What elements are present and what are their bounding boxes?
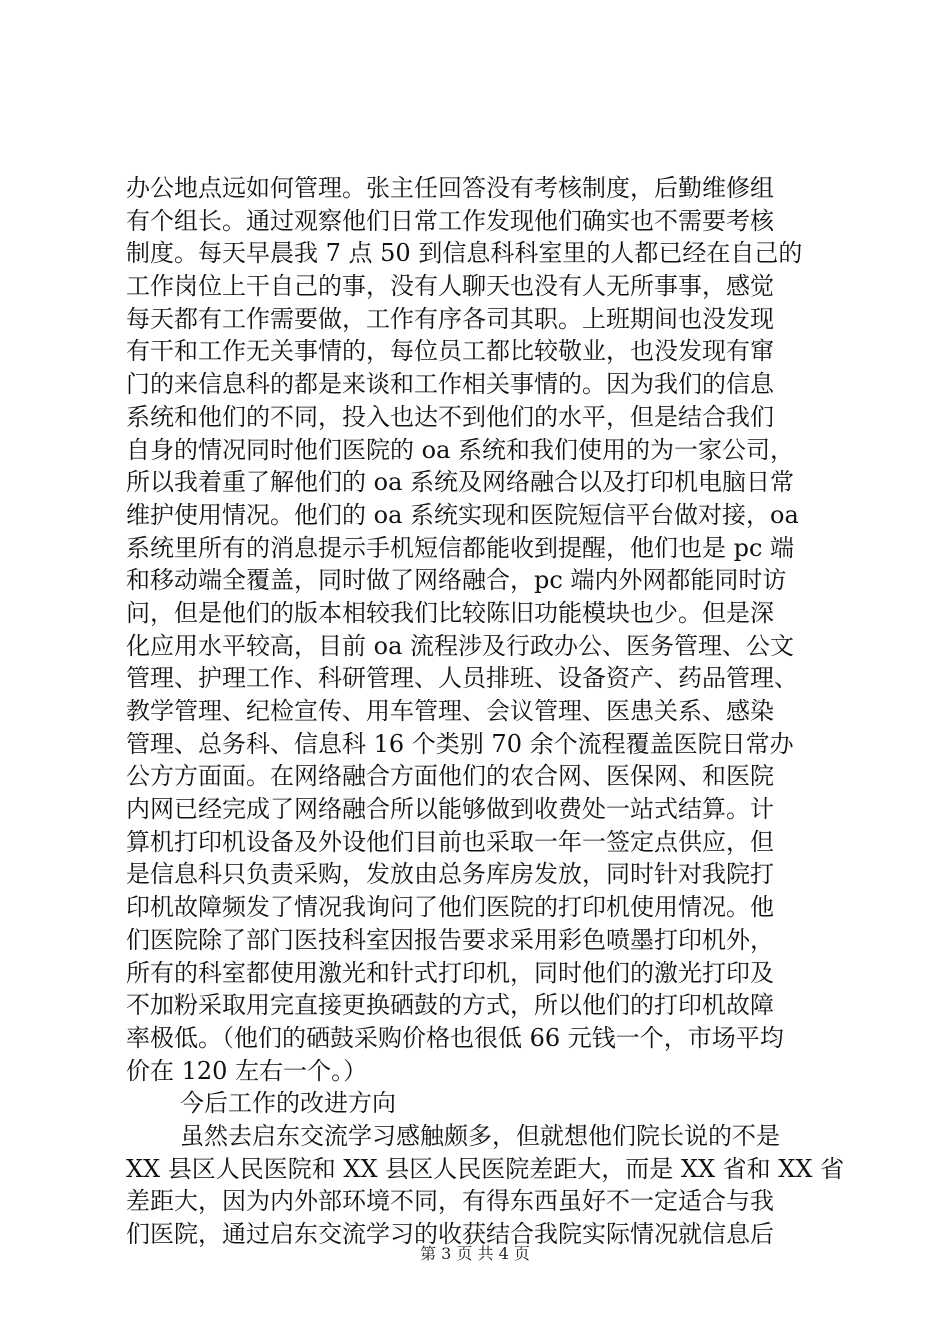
body-line: 管理、护理工作、科研管理、人员排班、设备资产、药品管理、 [126, 664, 798, 693]
body-line: 不加粉采取用完直接更换硒鼓的方式，所以他们的打印机故障 [126, 991, 774, 1020]
body-line: 所以我着重了解他们的 oa 系统及网络融合以及打印机电脑日常 [126, 468, 795, 497]
body-line: 工作岗位上干自己的事，没有人聊天也没有人无所事事，感觉 [126, 272, 774, 301]
section-heading: 今后工作的改进方向 [180, 1089, 396, 1118]
body-line: 维护使用情况。他们的 oa 系统实现和医院短信平台做对接，oa [126, 500, 799, 529]
body-line: 率极低。（他们的硒鼓采购价格也很低 66 元钱一个，市场平均 [126, 1023, 784, 1052]
body-line: 有干和工作无关事情的，每位员工都比较敬业，也没发现有窜 [126, 337, 774, 366]
body-line: 和移动端全覆盖，同时做了网络融合，pc 端内外网都能同时访 [126, 566, 787, 595]
body-line: 系统和他们的不同，投入也达不到他们的水平，但是结合我们 [126, 402, 774, 431]
body-line: XX 县区人民医院和 XX 县区人民医院差距大，而是 XX 省和 XX 省 [126, 1154, 845, 1183]
body-line: 教学管理、纪检宣传、用车管理、会议管理、医患关系、感染 [126, 697, 774, 725]
body-line: 是信息科只负责采购，发放由总务库房发放，同时针对我院打 [126, 860, 774, 889]
body-line: 算机打印机设备及外设他们目前也采取一年一签定点供应，但 [126, 827, 774, 856]
body-line: 公方方面面。在网络融合方面他们的农合网、医保网、和医院 [126, 762, 774, 791]
body-line: 价在 120 左右一个。） [126, 1056, 368, 1085]
document-body [126, 172, 846, 1251]
body-line: 有个组长。通过观察他们日常工作发现他们确实也不需要考核 [126, 206, 774, 235]
body-line: 化应用水平较高，目前 oa 流程涉及行政办公、医务管理、公文 [126, 631, 795, 660]
body-line: 办公地点远如何管理。张主任回答没有考核制度，后勤维修组 [126, 174, 774, 202]
body-line: 差距大，因为内外部环境不同，有得东西虽好不一定适合与我 [126, 1187, 774, 1216]
body-line: 们医院，通过启东交流学习的收获结合我院实际情况就信息后 [126, 1220, 774, 1248]
body-line: 印机故障频发了情况我询问了他们医院的打印机使用情况。他 [126, 893, 774, 922]
body-line: 们医院除了部门医技科室因报告要求采用彩色喷墨打印机外， [126, 925, 774, 954]
body-line: 门的来信息科的都是来谈和工作相关事情的。因为我们的信息 [126, 370, 774, 399]
body-line: 每天都有工作需要做，工作有序各司其职。上班期间也没发现 [126, 304, 774, 333]
body-line: 制度。每天早晨我 7 点 50 到信息科科室里的人都已经在自己的 [126, 239, 803, 268]
body-line: 管理、总务科、信息科 16 个类别 70 余个流程覆盖医院日常办 [126, 729, 794, 758]
body-line: 内网已经完成了网络融合所以能够做到收费处一站式结算。计 [126, 795, 774, 824]
page-number-footer: 第 3 页 共 4 页 [420, 1244, 530, 1263]
body-line: 问，但是他们的版本相较我们比较陈旧功能模块也少。但是深 [126, 598, 774, 627]
body-line: 所有的科室都使用激光和针式打印机，同时他们的激光打印及 [126, 958, 774, 987]
body-line: 自身的情况同时他们医院的 oa 系统和我们使用的为一家公司， [126, 435, 795, 464]
body-line: 虽然去启东交流学习感触颇多，但就想他们院长说的不是 [180, 1121, 780, 1150]
body-line: 系统里所有的消息提示手机短信都能收到提醒，他们也是 pc 端 [126, 533, 795, 562]
